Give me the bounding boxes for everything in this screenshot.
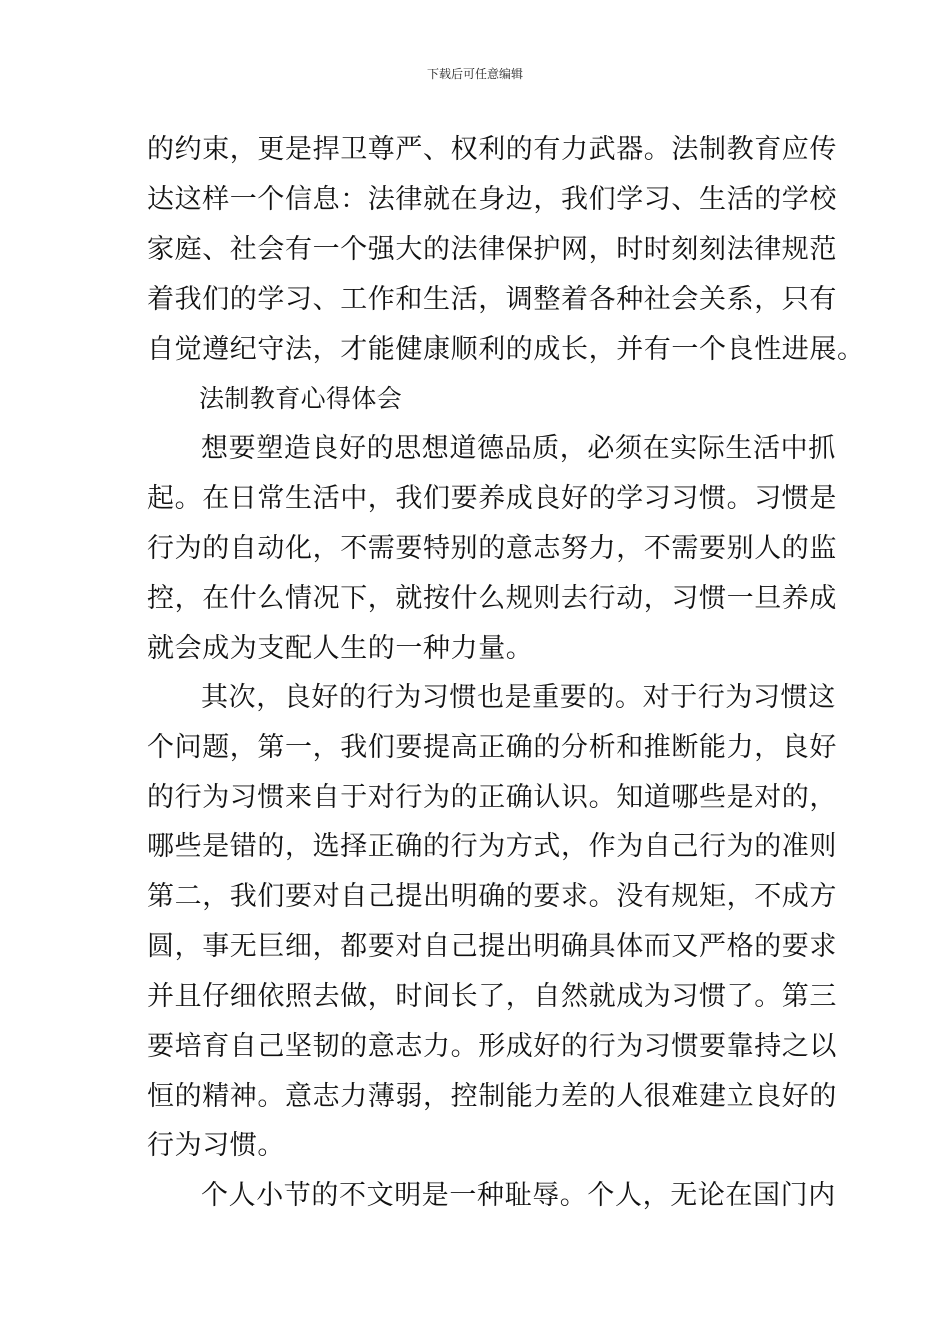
text-line: 第二，我们要对自己提出明确的要求。没有规矩，不成方 bbox=[147, 881, 837, 912]
page-header: 下载后可任意编辑 bbox=[426, 67, 523, 81]
text-line: 个问题，第一，我们要提高正确的分析和推断能力，良好 bbox=[147, 732, 837, 763]
text-line: 的约束，更是捍卫尊严、权利的有力武器。法制教育应传 bbox=[147, 134, 837, 165]
text-line: 想要塑造良好的思想道德品质，必须在实际生活中抓 bbox=[201, 433, 836, 464]
text-line: 并且仔细依照去做，时间长了，自然就成为习惯了。第三 bbox=[147, 981, 837, 1012]
text-line: 家庭、社会有一个强大的法律保护网，时时刻刻法律规范 bbox=[147, 234, 837, 265]
text-line: 控，在什么情况下，就按什么规则去行动，习惯一旦养成 bbox=[147, 583, 837, 614]
text-line: 恒的精神。意志力薄弱，控制能力差的人很难建立良好的 bbox=[147, 1081, 837, 1112]
text-line: 达这样一个信息：法律就在身边，我们学习、生活的学校 bbox=[147, 184, 837, 215]
text-line: 就会成为支配人生的一种力量。 bbox=[147, 633, 534, 664]
text-line: 行为习惯。 bbox=[147, 1130, 285, 1161]
text-line: 的行为习惯来自于对行为的正确认识。知道哪些是对的， bbox=[147, 782, 837, 813]
section-heading: 法制教育心得体会 bbox=[199, 384, 403, 413]
text-line: 其次，良好的行为习惯也是重要的。对于行为习惯这 bbox=[201, 682, 836, 713]
text-line: 着我们的学习、工作和生活，调整着各种社会关系，只有 bbox=[147, 284, 837, 315]
text-line: 行为的自动化，不需要特别的意志努力，不需要别人的监 bbox=[147, 533, 837, 564]
text-line: 个人小节的不文明是一种耻辱。个人，无论在国门内 bbox=[201, 1180, 836, 1211]
text-line: 哪些是错的，选择正确的行为方式，作为自己行为的准则 bbox=[147, 831, 837, 862]
text-line: 圆，事无巨细，都要对自己提出明确具体而又严格的要求 bbox=[147, 931, 837, 962]
text-line: 要培育自己坚韧的意志力。形成好的行为习惯要靠持之以 bbox=[147, 1031, 837, 1062]
text-line: 自觉遵纪守法，才能健康顺利的成长，并有一个良性进展。 bbox=[147, 334, 865, 365]
text-line: 起。在日常生活中，我们要养成良好的学习习惯。习惯是 bbox=[147, 483, 837, 514]
